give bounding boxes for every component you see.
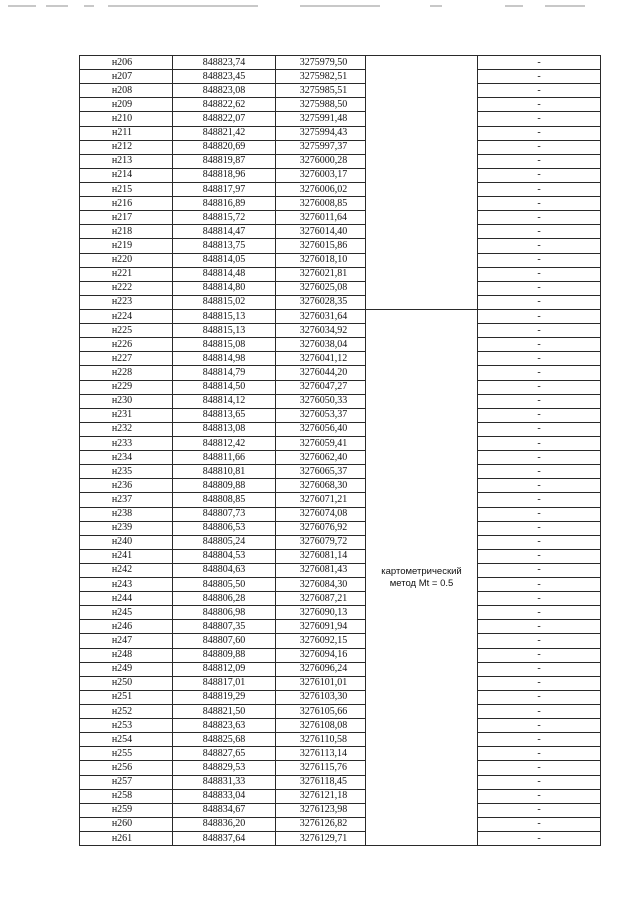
- x-coordinate-cell: 848815,72: [173, 211, 276, 225]
- x-coordinate-cell: 848809,88: [173, 479, 276, 493]
- table-row: [80, 140, 601, 154]
- coordinates-table-body: [80, 56, 601, 846]
- y-coordinate-cell: 3275994,43: [276, 126, 366, 140]
- note-cell: -: [478, 662, 601, 676]
- x-coordinate-cell: 848823,45: [173, 70, 276, 84]
- note-cell: -: [478, 606, 601, 620]
- point-id-cell: н217: [80, 211, 173, 225]
- note-cell: -: [478, 549, 601, 563]
- point-id-cell: н238: [80, 507, 173, 521]
- point-id-cell: н232: [80, 422, 173, 436]
- y-coordinate-cell: 3276123,98: [276, 803, 366, 817]
- point-id-cell: н209: [80, 98, 173, 112]
- x-coordinate-cell: 848822,07: [173, 112, 276, 126]
- point-id-cell: н213: [80, 154, 173, 168]
- table-row: [80, 620, 601, 634]
- table-row: [80, 521, 601, 535]
- table-row: [80, 747, 601, 761]
- note-cell: -: [478, 761, 601, 775]
- method-cell-upper: [366, 56, 478, 310]
- y-coordinate-cell: 3276115,76: [276, 761, 366, 775]
- table-row: [80, 366, 601, 380]
- x-coordinate-cell: 848815,13: [173, 324, 276, 338]
- point-id-cell: н253: [80, 719, 173, 733]
- note-cell: -: [478, 309, 601, 323]
- point-id-cell: н222: [80, 281, 173, 295]
- point-id-cell: н244: [80, 592, 173, 606]
- x-coordinate-cell: 848806,53: [173, 521, 276, 535]
- note-cell: -: [478, 56, 601, 70]
- point-id-cell: н219: [80, 239, 173, 253]
- y-coordinate-cell: 3276068,30: [276, 479, 366, 493]
- table-row: [80, 352, 601, 366]
- note-cell: -: [478, 380, 601, 394]
- table-row: [80, 563, 601, 577]
- x-coordinate-cell: 848810,81: [173, 465, 276, 479]
- table-row: [80, 549, 601, 563]
- point-id-cell: н231: [80, 408, 173, 422]
- table-row: [80, 578, 601, 592]
- x-coordinate-cell: 848811,66: [173, 451, 276, 465]
- y-coordinate-cell: 3276021,81: [276, 267, 366, 281]
- x-coordinate-cell: 848804,63: [173, 563, 276, 577]
- point-id-cell: н230: [80, 394, 173, 408]
- table-row: [80, 281, 601, 295]
- coordinates-table: [79, 55, 601, 846]
- table-row: [80, 648, 601, 662]
- x-coordinate-cell: 848814,98: [173, 352, 276, 366]
- x-coordinate-cell: 848806,28: [173, 592, 276, 606]
- x-coordinate-cell: 848815,08: [173, 338, 276, 352]
- note-cell: -: [478, 521, 601, 535]
- x-coordinate-cell: 848833,04: [173, 789, 276, 803]
- table-row: [80, 662, 601, 676]
- x-coordinate-cell: 848817,97: [173, 182, 276, 196]
- note-cell: -: [478, 239, 601, 253]
- table-row: [80, 592, 601, 606]
- y-coordinate-cell: 3276074,08: [276, 507, 366, 521]
- table-row: [80, 182, 601, 196]
- table-row: [80, 451, 601, 465]
- x-coordinate-cell: 848814,47: [173, 225, 276, 239]
- note-cell: -: [478, 211, 601, 225]
- note-cell: -: [478, 817, 601, 831]
- y-coordinate-cell: 3276118,45: [276, 775, 366, 789]
- y-coordinate-cell: 3276094,16: [276, 648, 366, 662]
- note-cell: -: [478, 507, 601, 521]
- y-coordinate-cell: 3276018,10: [276, 253, 366, 267]
- y-coordinate-cell: 3276129,71: [276, 832, 366, 846]
- y-coordinate-cell: 3276028,35: [276, 295, 366, 309]
- table-row: [80, 803, 601, 817]
- y-coordinate-cell: 3276011,64: [276, 211, 366, 225]
- note-cell: -: [478, 832, 601, 846]
- point-id-cell: н233: [80, 436, 173, 450]
- x-coordinate-cell: 848813,75: [173, 239, 276, 253]
- x-coordinate-cell: 848827,65: [173, 747, 276, 761]
- point-id-cell: н239: [80, 521, 173, 535]
- note-cell: -: [478, 267, 601, 281]
- y-coordinate-cell: 3276121,18: [276, 789, 366, 803]
- table-row: [80, 225, 601, 239]
- y-coordinate-cell: 3276076,92: [276, 521, 366, 535]
- y-coordinate-cell: 3276044,20: [276, 366, 366, 380]
- point-id-cell: н260: [80, 817, 173, 831]
- y-coordinate-cell: 3276105,66: [276, 705, 366, 719]
- point-id-cell: н247: [80, 634, 173, 648]
- y-coordinate-cell: 3276056,40: [276, 422, 366, 436]
- y-coordinate-cell: 3276053,37: [276, 408, 366, 422]
- x-coordinate-cell: 848825,68: [173, 733, 276, 747]
- note-cell: -: [478, 84, 601, 98]
- note-cell: -: [478, 366, 601, 380]
- point-id-cell: н208: [80, 84, 173, 98]
- x-coordinate-cell: 848816,89: [173, 197, 276, 211]
- table-row: [80, 832, 601, 846]
- table-row: [80, 606, 601, 620]
- y-coordinate-cell: 3276071,21: [276, 493, 366, 507]
- note-cell: -: [478, 324, 601, 338]
- y-coordinate-cell: 3276006,02: [276, 182, 366, 196]
- note-cell: -: [478, 140, 601, 154]
- x-coordinate-cell: 848814,12: [173, 394, 276, 408]
- note-cell: -: [478, 225, 601, 239]
- note-cell: -: [478, 338, 601, 352]
- y-coordinate-cell: 3276113,14: [276, 747, 366, 761]
- note-cell: -: [478, 253, 601, 267]
- point-id-cell: н255: [80, 747, 173, 761]
- point-id-cell: н254: [80, 733, 173, 747]
- table-row: [80, 253, 601, 267]
- x-coordinate-cell: 848821,50: [173, 705, 276, 719]
- x-coordinate-cell: 848815,13: [173, 309, 276, 323]
- point-id-cell: н243: [80, 578, 173, 592]
- point-id-cell: н236: [80, 479, 173, 493]
- x-coordinate-cell: 848805,24: [173, 535, 276, 549]
- y-coordinate-cell: 3276059,41: [276, 436, 366, 450]
- point-id-cell: н246: [80, 620, 173, 634]
- y-coordinate-cell: 3276003,17: [276, 168, 366, 182]
- y-coordinate-cell: 3276038,04: [276, 338, 366, 352]
- table-row: [80, 197, 601, 211]
- point-id-cell: н214: [80, 168, 173, 182]
- y-coordinate-cell: 3276101,01: [276, 676, 366, 690]
- point-id-cell: н211: [80, 126, 173, 140]
- note-cell: -: [478, 705, 601, 719]
- note-cell: -: [478, 733, 601, 747]
- point-id-cell: н215: [80, 182, 173, 196]
- point-id-cell: н237: [80, 493, 173, 507]
- point-id-cell: н227: [80, 352, 173, 366]
- note-cell: -: [478, 436, 601, 450]
- point-id-cell: н259: [80, 803, 173, 817]
- y-coordinate-cell: 3276081,43: [276, 563, 366, 577]
- y-coordinate-cell: 3275991,48: [276, 112, 366, 126]
- x-coordinate-cell: 848807,73: [173, 507, 276, 521]
- point-id-cell: н228: [80, 366, 173, 380]
- point-id-cell: н256: [80, 761, 173, 775]
- note-cell: -: [478, 789, 601, 803]
- y-coordinate-cell: 3276090,13: [276, 606, 366, 620]
- point-id-cell: н220: [80, 253, 173, 267]
- x-coordinate-cell: 848814,80: [173, 281, 276, 295]
- note-cell: -: [478, 112, 601, 126]
- note-cell: -: [478, 563, 601, 577]
- table-row: [80, 98, 601, 112]
- x-coordinate-cell: 848804,53: [173, 549, 276, 563]
- table-row: [80, 733, 601, 747]
- table-row: [80, 309, 601, 323]
- x-coordinate-cell: 848836,20: [173, 817, 276, 831]
- y-coordinate-cell: 3276079,72: [276, 535, 366, 549]
- point-id-cell: н240: [80, 535, 173, 549]
- point-id-cell: н234: [80, 451, 173, 465]
- table-row: [80, 168, 601, 182]
- note-cell: -: [478, 676, 601, 690]
- y-coordinate-cell: 3276110,58: [276, 733, 366, 747]
- table-row: [80, 465, 601, 479]
- note-cell: -: [478, 620, 601, 634]
- table-row: [80, 493, 601, 507]
- point-id-cell: н212: [80, 140, 173, 154]
- y-coordinate-cell: 3276065,37: [276, 465, 366, 479]
- table-row: [80, 719, 601, 733]
- point-id-cell: н258: [80, 789, 173, 803]
- x-coordinate-cell: 848822,62: [173, 98, 276, 112]
- point-id-cell: н242: [80, 563, 173, 577]
- point-id-cell: н249: [80, 662, 173, 676]
- x-coordinate-cell: 848814,79: [173, 366, 276, 380]
- point-id-cell: н210: [80, 112, 173, 126]
- y-coordinate-cell: 3276014,40: [276, 225, 366, 239]
- x-coordinate-cell: 848817,01: [173, 676, 276, 690]
- note-cell: -: [478, 168, 601, 182]
- note-cell: -: [478, 690, 601, 704]
- y-coordinate-cell: 3275979,50: [276, 56, 366, 70]
- table-row: [80, 56, 601, 70]
- y-coordinate-cell: 3276034,92: [276, 324, 366, 338]
- point-id-cell: н218: [80, 225, 173, 239]
- point-id-cell: н245: [80, 606, 173, 620]
- note-cell: -: [478, 126, 601, 140]
- point-id-cell: н250: [80, 676, 173, 690]
- table-row: [80, 817, 601, 831]
- table-row: [80, 705, 601, 719]
- table-row: [80, 338, 601, 352]
- y-coordinate-cell: 3276000,28: [276, 154, 366, 168]
- point-id-cell: н251: [80, 690, 173, 704]
- note-cell: -: [478, 648, 601, 662]
- note-cell: -: [478, 98, 601, 112]
- note-cell: -: [478, 281, 601, 295]
- note-cell: -: [478, 352, 601, 366]
- table-row: [80, 690, 601, 704]
- table-row: [80, 479, 601, 493]
- y-coordinate-cell: 3275988,50: [276, 98, 366, 112]
- x-coordinate-cell: 848807,60: [173, 634, 276, 648]
- point-id-cell: н207: [80, 70, 173, 84]
- x-coordinate-cell: 848809,88: [173, 648, 276, 662]
- table-row: [80, 422, 601, 436]
- y-coordinate-cell: 3275985,51: [276, 84, 366, 98]
- note-cell: -: [478, 295, 601, 309]
- table-row: [80, 507, 601, 521]
- y-coordinate-cell: 3276081,14: [276, 549, 366, 563]
- table-row: [80, 775, 601, 789]
- x-coordinate-cell: 848813,65: [173, 408, 276, 422]
- table-row: [80, 295, 601, 309]
- x-coordinate-cell: 848814,05: [173, 253, 276, 267]
- table-row: [80, 267, 601, 281]
- point-id-cell: н223: [80, 295, 173, 309]
- note-cell: -: [478, 408, 601, 422]
- point-id-cell: н241: [80, 549, 173, 563]
- x-coordinate-cell: 848808,85: [173, 493, 276, 507]
- table-row: [80, 436, 601, 450]
- scan-artifact-strip: [0, 0, 640, 14]
- x-coordinate-cell: 848837,64: [173, 832, 276, 846]
- method-label: картометрический метод Mt = 0.5: [381, 565, 462, 589]
- y-coordinate-cell: 3276087,21: [276, 592, 366, 606]
- note-cell: -: [478, 182, 601, 196]
- y-coordinate-cell: 3276047,27: [276, 380, 366, 394]
- x-coordinate-cell: 848821,42: [173, 126, 276, 140]
- y-coordinate-cell: 3276008,85: [276, 197, 366, 211]
- table-row: [80, 324, 601, 338]
- x-coordinate-cell: 848813,08: [173, 422, 276, 436]
- point-id-cell: н248: [80, 648, 173, 662]
- x-coordinate-cell: 848834,67: [173, 803, 276, 817]
- x-coordinate-cell: 848814,50: [173, 380, 276, 394]
- point-id-cell: н229: [80, 380, 173, 394]
- y-coordinate-cell: 3275982,51: [276, 70, 366, 84]
- note-cell: -: [478, 70, 601, 84]
- table-row: [80, 70, 601, 84]
- note-cell: -: [478, 154, 601, 168]
- y-coordinate-cell: 3276091,94: [276, 620, 366, 634]
- y-coordinate-cell: 3276062,40: [276, 451, 366, 465]
- point-id-cell: н235: [80, 465, 173, 479]
- y-coordinate-cell: 3276041,12: [276, 352, 366, 366]
- x-coordinate-cell: 848831,33: [173, 775, 276, 789]
- note-cell: -: [478, 578, 601, 592]
- table-row: [80, 154, 601, 168]
- note-cell: -: [478, 634, 601, 648]
- table-row: [80, 126, 601, 140]
- y-coordinate-cell: 3276092,15: [276, 634, 366, 648]
- y-coordinate-cell: 3275997,37: [276, 140, 366, 154]
- note-cell: -: [478, 451, 601, 465]
- note-cell: -: [478, 535, 601, 549]
- method-cell: [366, 309, 478, 845]
- note-cell: -: [478, 747, 601, 761]
- table-row: [80, 634, 601, 648]
- y-coordinate-cell: 3276084,30: [276, 578, 366, 592]
- note-cell: -: [478, 479, 601, 493]
- table-row: [80, 761, 601, 775]
- note-cell: -: [478, 775, 601, 789]
- y-coordinate-cell: 3276103,30: [276, 690, 366, 704]
- x-coordinate-cell: 848820,69: [173, 140, 276, 154]
- table-row: [80, 112, 601, 126]
- x-coordinate-cell: 848819,87: [173, 154, 276, 168]
- x-coordinate-cell: 848812,09: [173, 662, 276, 676]
- y-coordinate-cell: 3276108,08: [276, 719, 366, 733]
- y-coordinate-cell: 3276096,24: [276, 662, 366, 676]
- point-id-cell: н221: [80, 267, 173, 281]
- x-coordinate-cell: 848829,53: [173, 761, 276, 775]
- note-cell: -: [478, 465, 601, 479]
- y-coordinate-cell: 3276126,82: [276, 817, 366, 831]
- x-coordinate-cell: 848814,48: [173, 267, 276, 281]
- table-row: [80, 84, 601, 98]
- table-row: [80, 211, 601, 225]
- point-id-cell: н257: [80, 775, 173, 789]
- table-row: [80, 239, 601, 253]
- note-cell: -: [478, 493, 601, 507]
- y-coordinate-cell: 3276050,33: [276, 394, 366, 408]
- note-cell: -: [478, 803, 601, 817]
- x-coordinate-cell: 848818,96: [173, 168, 276, 182]
- point-id-cell: н225: [80, 324, 173, 338]
- x-coordinate-cell: 848806,98: [173, 606, 276, 620]
- point-id-cell: н216: [80, 197, 173, 211]
- y-coordinate-cell: 3276015,86: [276, 239, 366, 253]
- note-cell: -: [478, 197, 601, 211]
- table-row: [80, 676, 601, 690]
- note-cell: -: [478, 394, 601, 408]
- note-cell: -: [478, 422, 601, 436]
- point-id-cell: н261: [80, 832, 173, 846]
- note-cell: -: [478, 592, 601, 606]
- table-row: [80, 380, 601, 394]
- x-coordinate-cell: 848805,50: [173, 578, 276, 592]
- point-id-cell: н252: [80, 705, 173, 719]
- y-coordinate-cell: 3276031,64: [276, 309, 366, 323]
- point-id-cell: н226: [80, 338, 173, 352]
- y-coordinate-cell: 3276025,08: [276, 281, 366, 295]
- x-coordinate-cell: 848819,29: [173, 690, 276, 704]
- x-coordinate-cell: 848823,63: [173, 719, 276, 733]
- note-cell: -: [478, 719, 601, 733]
- table-row: [80, 394, 601, 408]
- x-coordinate-cell: 848812,42: [173, 436, 276, 450]
- point-id-cell: н206: [80, 56, 173, 70]
- x-coordinate-cell: 848823,08: [173, 84, 276, 98]
- table-row: [80, 408, 601, 422]
- x-coordinate-cell: 848815,02: [173, 295, 276, 309]
- x-coordinate-cell: 848823,74: [173, 56, 276, 70]
- table-row: [80, 789, 601, 803]
- point-id-cell: н224: [80, 309, 173, 323]
- x-coordinate-cell: 848807,35: [173, 620, 276, 634]
- table-row: [80, 535, 601, 549]
